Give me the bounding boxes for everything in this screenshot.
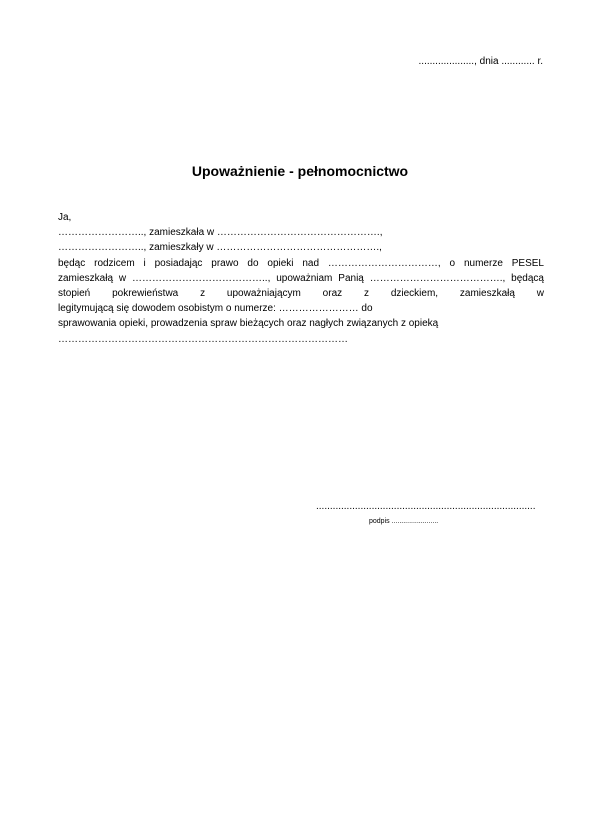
- document-title: Upoważnienie - pełnomocnictwo: [191, 163, 409, 179]
- body-line-guardian: będąc rodzicem i posiadając prawo do opieki nad ……………………………, o numerze PESEL: [58, 257, 544, 269]
- body-line-authorized-person: zamieszkałą w ………………………………….., upoważniam Panią …………………………………., będącą: [58, 272, 544, 284]
- body-line-scope: sprawowania opieki, prowadzenia spraw bieżących oraz nagłych związanych z opieką: [58, 318, 439, 330]
- body-line-dots: ……………………………………………………………………………: [58, 333, 348, 345]
- date-line: ...................., dnia ............ r.: [418, 56, 543, 67]
- document-body: [58, 210, 544, 347]
- body-line-residence-2: …………………….., zamieszkały w ………………………………………….,: [58, 242, 382, 254]
- signature-line: ...............................................................................: [316, 501, 536, 512]
- body-line-id-document: legitymującą się dowodem osobistym o numerze: …………………… do: [58, 303, 373, 315]
- body-line-greeting: Ja,: [58, 212, 72, 223]
- signature-label: podpis ........................: [369, 518, 439, 525]
- body-line-residence-1: …………………….., zamieszkała w ………………………………………….,: [58, 227, 383, 239]
- body-line-relationship: stopień pokrewieństwa z upoważniającym oraz z dzieckiem, zamieszkałą w: [58, 287, 544, 299]
